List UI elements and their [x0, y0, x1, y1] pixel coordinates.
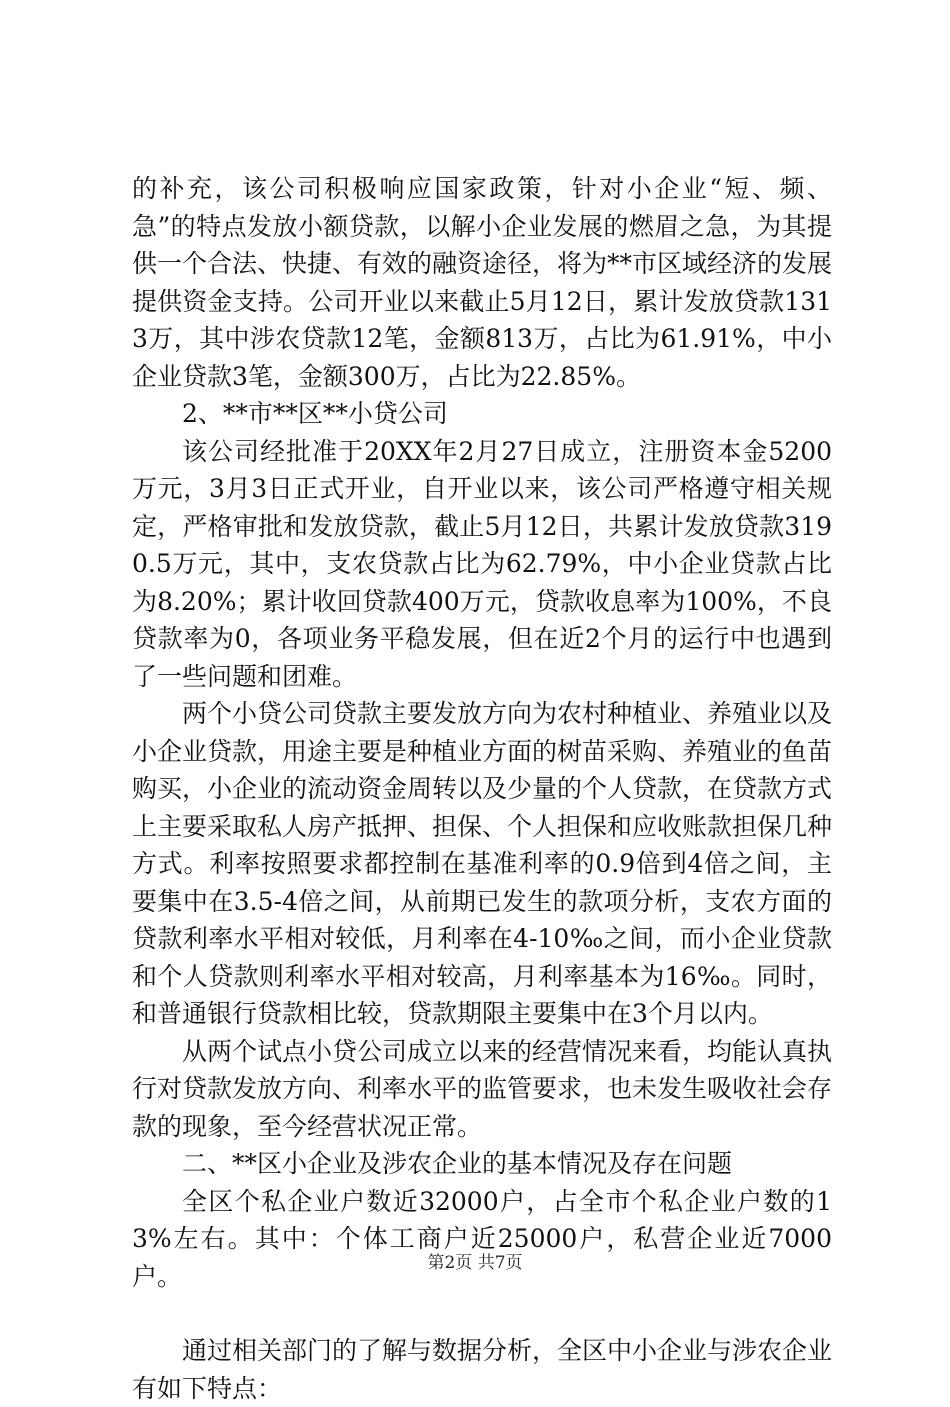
- paragraph-spacer: [132, 1295, 832, 1332]
- paragraph-loan-direction: 两个小贷公司贷款主要发放方向为农村种植业、养殖业以及小企业贷款，用途主要是种植业方面的树苗采购、养殖业的鱼苗购买，小企业的流动资金周转以及少量的个人贷款，在贷款方式上主要采取私人房产抵押、担保、个人担保和应收账款担保几种方式。利率按照要求都控制在基准利率的0.9倍到4倍之间，主要集中在3.5-4倍之间，从前期已发生的款项分析，支农方面的贷款利率水平相对较低，月利率在4-10‰之间，而小企业贷款和个人贷款则利率水平相对较高，月利率基本为16‰。同时，和普通银行贷款相比较，贷款期限主要集中在3个月以内。: [132, 699, 833, 1028]
- section-heading-2: 二、**区小企业及涉农企业的基本情况及存在问题: [182, 1149, 733, 1178]
- paragraph-features-intro: 通过相关部门的了解与数据分析，全区中小企业与涉农企业有如下特点：: [132, 1336, 833, 1403]
- paragraph-company-2: 该公司经批准于20XX年2月27日成立，注册资本金5200万元，3月3日正式开业，自开业以来，该公司严格遵守相关规定，严格审批和发放贷款，截止5月12日，共累计发放贷款3190.5万元，其中，支农贷款占比为62.79%，中小企业贷款占比为8.20%；累计收回贷款400万元，贷款收息率为100%，不良贷款率为0，各项业务平稳发展，但在近2个月的运行中也遇到了一些问题和团难。: [132, 436, 832, 691]
- section-heading-company-2: 2、**市**区**小贷公司: [182, 399, 448, 428]
- paragraph-operations-summary: 从两个试点小贷公司成立以来的经营情况来看，均能认真执行对贷款发放方向、利率水平的监管要求，也未发生吸收社会存款的现象，至今经营状况正常。: [132, 1036, 833, 1141]
- document-body: [132, 170, 832, 1407]
- paragraph-enterprise-count: 全区个私企业户数近32000户，占全市个私企业户数的13%左右。其中：个体工商户近25000户，私营企业近7000户。: [132, 1186, 832, 1291]
- page-number-footer: 第2页 共7页: [427, 1253, 523, 1273]
- paragraph-continuation: 的补充，该公司积极响应国家政策，针对小企业“短、频、急”的特点发放小额贷款，以解小企业发展的燃眉之急，为其提供一个合法、快捷、有效的融资途径，将为**市区域经济的发展提供资金支持。公司开业以来截止5月12日，累计发放贷款1313万，其中涉农贷款12笔，金额813万，占比为61.91%，中小企业贷款3笔，金额300万，占比为22.85%。: [132, 174, 833, 391]
